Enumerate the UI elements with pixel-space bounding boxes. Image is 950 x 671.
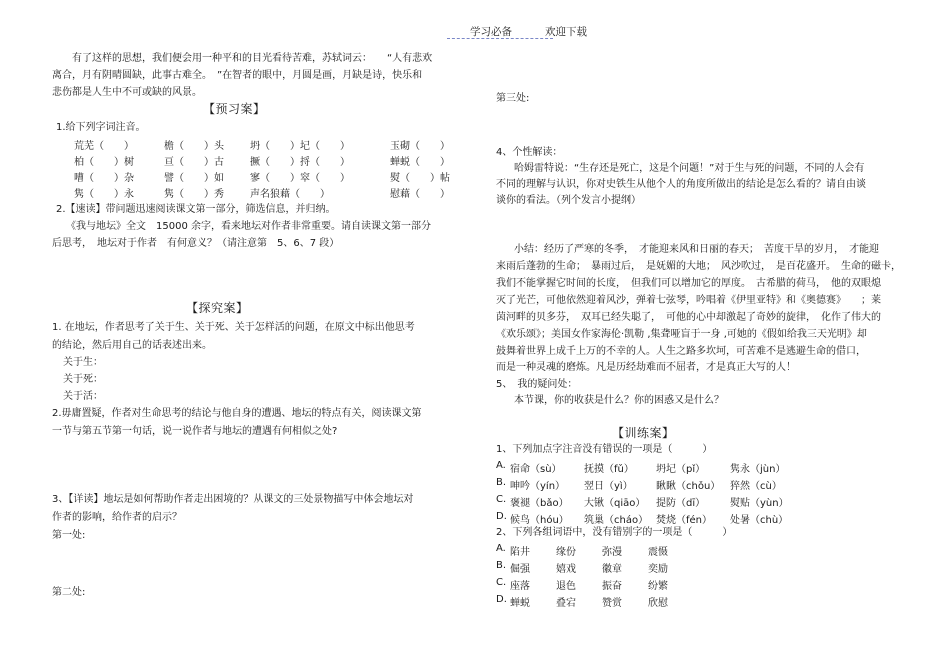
option-word: 叠宕 <box>556 598 576 609</box>
scene-2-label: 第二处: <box>52 587 86 598</box>
preview-q2-line-1: 2.【速读】带问题迅速阅读课文第一部分，筛选信息，并归纳。 <box>56 204 336 215</box>
zhuyin-item: 隽（ ）永 <box>74 189 134 200</box>
summary-line-1: 小结：经历了严寒的冬季， 才能迎来风和日丽的春天； 苦度干旱的岁月， 才能迎 <box>514 244 879 255</box>
option-word: 褒褪（bǎo） <box>510 498 569 509</box>
header-left-text: 学习必备 <box>470 26 512 38</box>
option-word: 弥漫 <box>602 547 622 558</box>
preview-q1: 1.给下列字词注音。 <box>56 122 146 133</box>
my-questions-label: 5、 我的疑问处： <box>496 379 578 390</box>
page-header <box>0 24 950 40</box>
option-word: 筑巢（cháo） <box>584 515 649 526</box>
option-word: 隽永（jùn） <box>730 464 786 475</box>
option-letter: A. <box>496 460 506 471</box>
option-word: 奕励 <box>648 564 668 575</box>
training-section-title: 【训练案】 <box>612 426 675 440</box>
option-word: 振奋 <box>602 581 622 592</box>
zhuyin-item: 嘈（ ）杂 <box>74 173 134 184</box>
explore-q3-line-1: 3、【详读】地坛是如何帮助作者走出困境的？从课文的三处景物描写中体会地坛对 <box>52 494 414 505</box>
option-letter: B. <box>496 560 507 571</box>
option-word: 赞赏 <box>602 598 622 609</box>
explore-q3-line-2: 作者的影响，给作者的启示？ <box>52 512 182 523</box>
about-living-label: 关于活： <box>63 391 103 402</box>
option-letter: C. <box>496 494 507 505</box>
preview-q2-line-2: 《我与地坛》全文 15000 余字，看来地坛对作者非常重要。请自读课文第一部分 <box>66 221 431 232</box>
zhuyin-item: 坍（ ）圮（ ） <box>250 141 350 152</box>
option-word: 坍圮（pǐ） <box>656 464 706 475</box>
intro-line-2: 离合，月有阴晴圆缺，此事古难全。 ”在智者的眼中，月圆是画，月缺是诗，快乐和 <box>52 70 423 81</box>
explore-q2-line-2: 一节与第五节第一句话，说一说作者与地坛的遭遇有何相似之处? <box>52 426 338 437</box>
personal-reading-line-1: 哈姆雷特说：“生存还是死亡，这是个问题！”对于生与死的问题，不同的人会有 <box>514 163 865 174</box>
option-word: 徽章 <box>602 564 622 575</box>
option-letter: D. <box>496 511 507 522</box>
personal-reading-line-2: 不同的理解与认识，你对史铁生从他个人的角度所做出的结论是怎么看的？请自由谈 <box>496 179 866 190</box>
zhuyin-item: 荒芜（ ） <box>74 141 134 152</box>
option-word: 呻吟（yín） <box>510 481 566 492</box>
intro-line-3: 悲伤都是人生中不可或缺的风景。 <box>52 87 202 98</box>
summary-line-2: 来雨后蓬勃的生命； 暴雨过后， 是妩媚的大地； 风沙吹过， 是百花盛开。 生命的磁卡， <box>496 261 901 272</box>
explore-q1-line-1: 1. 在地坛，作者思考了关于生、关于死、关于怎样活的问题，在原文中标出他思考 <box>52 322 415 333</box>
option-letter: D. <box>496 594 507 605</box>
summary-line-3: 我们不能掌握它时间的长度， 但我们可以增加它的厚度。 古希腊的荷马， 他的双眼熄 <box>496 278 881 289</box>
header-underline <box>447 38 553 39</box>
option-word: 大锹（qiāo） <box>584 498 646 509</box>
option-word: 陷井 <box>510 547 530 558</box>
explore-section-title: 【探究案】 <box>186 301 249 315</box>
summary-line-7: 鼓舞着世界上成千上万的不幸的人。人生之路多坎坷，可苦难不是逃避生命的借口， <box>496 346 866 357</box>
option-word: 抚摸（fǔ） <box>584 464 634 475</box>
zhuyin-item: 柏（ ）树 <box>74 157 134 168</box>
zhuyin-item: 玉砌（ ） <box>390 141 450 152</box>
zhuyin-item: 慰藉（ ） <box>390 189 450 200</box>
intro-line-1: 有了这样的思想，我们便会用一种平和的目光看待苦难，苏轼词云： “人有悲欢 <box>72 53 433 64</box>
option-word: 瞅瞅（chǒu） <box>656 481 721 492</box>
option-word: 缘份 <box>556 547 576 558</box>
zhuyin-item: 蝉蜕（ ） <box>390 157 450 168</box>
option-word: 处暑（chù） <box>730 515 789 526</box>
explore-q1-line-2: 的结论，然后用自己的话表述出来。 <box>52 340 212 351</box>
option-word: 座落 <box>510 581 530 592</box>
gains-question: 本节课，你的收获是什么？你的困惑又是什么？ <box>514 395 724 406</box>
header-right-text: 欢迎下载 <box>545 26 587 38</box>
zhuyin-item: 隽（ ）秀 <box>164 189 224 200</box>
summary-line-8: 而是一种灵魂的磨炼。凡是历经劫难而不屈者，才是真正大写的人！ <box>496 362 796 373</box>
explore-q2-line-1: 2.毋庸置疑，作者对生命思考的结论与他自身的遭遇、地坛的特点有关，阅读课文第 <box>52 408 422 419</box>
option-word: 退色 <box>556 581 576 592</box>
option-letter: C. <box>496 577 507 588</box>
option-word: 候鸟（hóu） <box>510 515 569 526</box>
option-word: 嬉戏 <box>556 564 576 575</box>
zhuyin-item: 寥（ ）窣（ ） <box>250 173 350 184</box>
training-q2: 2、下列各组词语中，没有错别字的一项是（ ） <box>496 527 733 538</box>
about-death-label: 关于死： <box>63 374 103 385</box>
option-word: 蝉蜕 <box>510 598 530 609</box>
summary-line-6: 《欢乐颂》；美国女作家海伦·凯勒 ,集聋哑盲于一身 ,可她的《假如给我三天光明》却 <box>496 329 867 340</box>
scene-1-label: 第一处: <box>52 530 86 541</box>
option-word: 提防（dī） <box>656 498 706 509</box>
scene-3-label: 第三处: <box>496 93 530 104</box>
option-word: 熨贴（yùn） <box>730 498 789 509</box>
summary-line-5: 茵河畔的贝多芬， 双耳已经失聪了， 可他的心中却激起了奇妙的旋律， 化作了伟大的 <box>496 312 881 323</box>
option-word: 纷繁 <box>648 581 668 592</box>
option-letter: B. <box>496 477 507 488</box>
zhuyin-item: 譬（ ）如 <box>164 173 224 184</box>
training-q1: 1、下列加点字注音没有错误的一项是（ ） <box>496 444 713 455</box>
option-word: 欣慰 <box>648 598 668 609</box>
personal-reading-line-3: 谈你的看法。（列个发言小提纲） <box>496 195 641 206</box>
about-life-label: 关于生： <box>63 357 103 368</box>
zhuyin-item: 檐（ ）头 <box>164 141 224 152</box>
preview-q2-line-3: 后思考， 地坛对于作者 有何意义？（请注意第 5、6、7 段） <box>52 238 340 249</box>
zhuyin-item: 亘（ ）古 <box>164 157 224 168</box>
option-word: 宿命（sù） <box>510 464 562 475</box>
zhuyin-item: 熨（ ）帖 <box>390 173 450 184</box>
option-word: 倔强 <box>510 564 530 575</box>
option-letter: A. <box>496 543 506 554</box>
zhuyin-item: 声名狼藉（ ） <box>250 189 330 200</box>
option-word: 猝然（cù） <box>730 481 782 492</box>
option-word: 震慑 <box>648 547 668 558</box>
option-word: 焚烧（fén） <box>656 515 713 526</box>
summary-line-4: 灭了光芒，可他依然迎着风沙，弹着七弦琴，吟唱着《伊里亚特》和《奥德赛》 ；莱 <box>496 295 881 306</box>
option-word: 翌日（yì） <box>584 481 633 492</box>
preview-section-title: 【预习案】 <box>203 102 266 116</box>
personal-reading-title: 4、个性解读： <box>496 147 563 158</box>
zhuyin-item: 撅（ ）捋（ ） <box>250 157 350 168</box>
